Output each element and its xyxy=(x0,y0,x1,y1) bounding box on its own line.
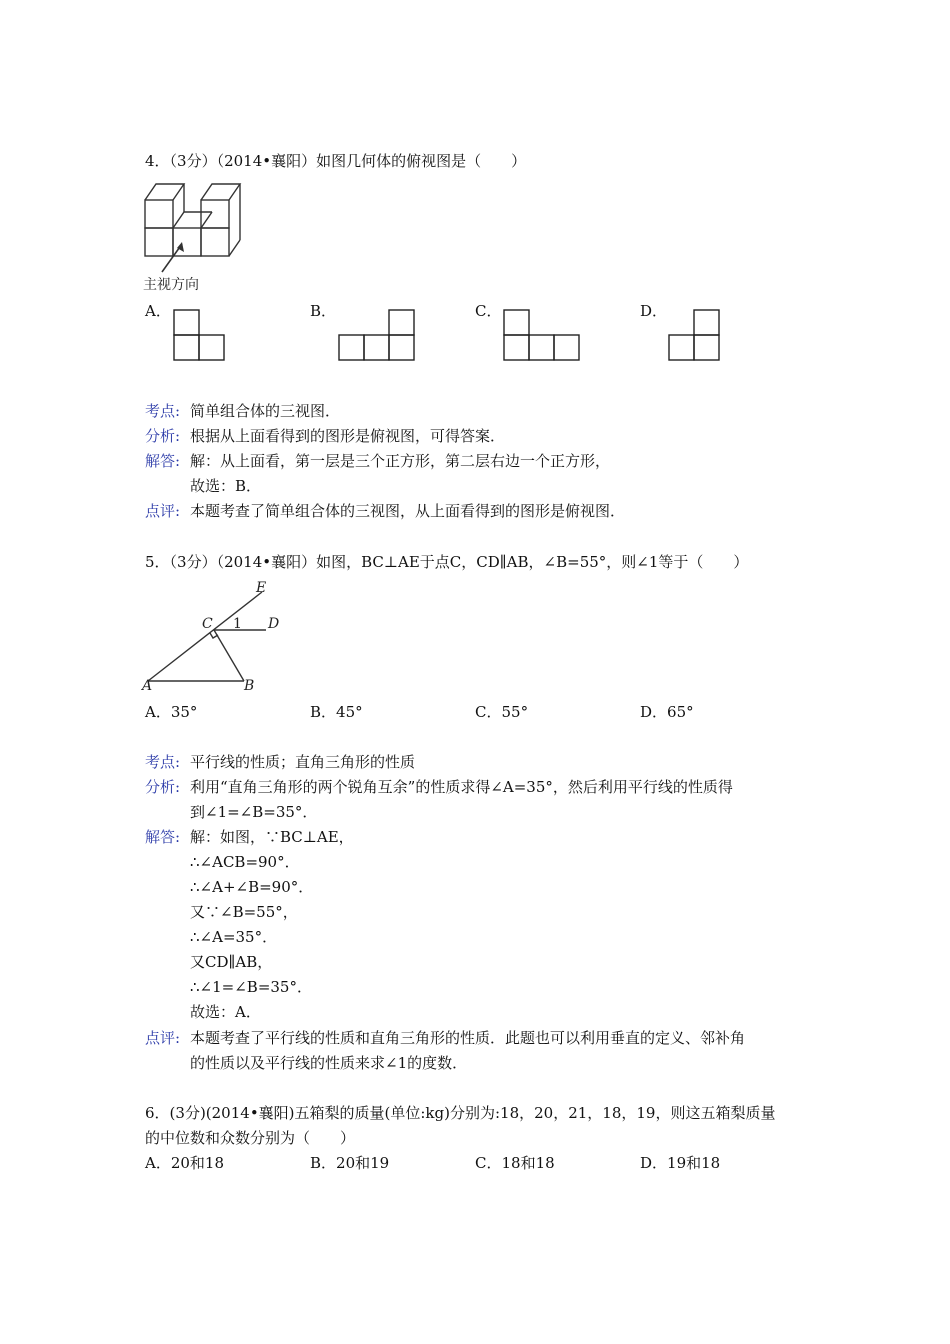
q5-kaodian-label: 考点: xyxy=(145,753,181,771)
q5-label-d: D xyxy=(268,616,280,632)
q5-jieda-line-5: ∴∠A=35°． xyxy=(190,928,278,946)
q5-jieda-line-1: 解：如图，∵BC⊥AE， xyxy=(190,828,354,846)
q5-label-c: C xyxy=(202,616,213,632)
q5-label-1: 1 xyxy=(233,616,242,632)
q4-figure-caption: 主视方向 xyxy=(143,277,199,293)
q4-option-b-figure xyxy=(337,308,422,364)
q4-solid-figure xyxy=(140,178,260,293)
q5-label-a: A xyxy=(142,678,153,694)
q5-label-b: B xyxy=(244,678,255,694)
q4-option-c-figure xyxy=(502,308,587,364)
q5-stem: 5．（3分）（2014•襄阳）如图，BC⊥AE于点C，CD∥AB，∠B=55°，则∠1等于（ ） xyxy=(145,553,749,571)
q4-option-b-label: B． xyxy=(310,302,337,320)
q4-kaodian-label: 考点: xyxy=(145,402,181,420)
q5-jieda-line-7: ∴∠1=∠B=35°． xyxy=(190,978,312,996)
q5-kaodian-text: 平行线的性质；直角三角形的性质 xyxy=(190,753,416,771)
q5-dianping-line-1: 本题考查了平行线的性质和直角三角形的性质．此题也可以利用垂直的定义、邻补角 xyxy=(190,1029,746,1047)
q6-option-d: D．19和18 xyxy=(640,1154,721,1172)
q5-option-d: D．65° xyxy=(640,703,694,721)
q4-option-c-label: C． xyxy=(475,302,502,320)
q6-option-c: C．18和18 xyxy=(475,1154,555,1172)
q5-option-b: B．45° xyxy=(310,703,363,721)
q4-dianping-text: 本题考查了简单组合体的三视图，从上面看得到的图形是俯视图． xyxy=(190,502,626,520)
q5-dianping-label: 点评: xyxy=(145,1029,181,1047)
q5-jieda-line-3: ∴∠A+∠B=90°． xyxy=(190,878,314,896)
q4-option-a-label: A． xyxy=(145,302,171,320)
q5-label-e: E xyxy=(256,580,267,596)
q4-option-d-label: D． xyxy=(640,302,668,320)
q4-fenxi-label: 分析: xyxy=(145,427,181,445)
q4-fenxi-text: 根据从上面看得到的图形是俯视图，可得答案． xyxy=(190,427,506,445)
q4-dianping-label: 点评: xyxy=(145,502,181,520)
q6-stem-line-1: 6．(3分)(2014•襄阳)五箱梨的质量(单位:kg)分别为:18，20，21，18，19，则这五箱梨质量 xyxy=(145,1104,776,1122)
q6-option-b: B．20和19 xyxy=(310,1154,390,1172)
q5-fenxi-label: 分析: xyxy=(145,778,181,796)
q5-triangle-figure xyxy=(140,578,290,693)
q5-jieda-line-8: 故选：A． xyxy=(190,1003,261,1021)
q4-jieda-label: 解答: xyxy=(145,452,181,470)
q6-option-a: A．20和18 xyxy=(145,1154,225,1172)
q5-jieda-line-4: 又∵∠B=55°， xyxy=(190,903,298,921)
q4-stem: 4．（3分）（2014•襄阳）如图几何体的俯视图是（ ） xyxy=(145,152,527,170)
q5-fenxi-line-2: 到∠1=∠B=35°． xyxy=(190,803,318,821)
q5-option-c: C．55° xyxy=(475,703,529,721)
q5-jieda-line-6: 又CD∥AB， xyxy=(190,953,273,971)
q4-jieda-line-2: 故选：B． xyxy=(190,477,262,495)
q5-jieda-line-2: ∴∠ACB=90°． xyxy=(190,853,300,871)
q5-option-a: A．35° xyxy=(145,703,198,721)
q6-stem-line-2: 的中位数和众数分别为（ ） xyxy=(145,1129,356,1147)
q5-fenxi-line-1: 利用“直角三角形的两个锐角互余”的性质求得∠A=35°，然后利用平行线的性质得 xyxy=(190,778,733,796)
q5-dianping-line-2: 的性质以及平行线的性质来求∠1的度数． xyxy=(190,1054,468,1072)
q4-kaodian-text: 简单组合体的三视图． xyxy=(190,402,341,420)
q4-jieda-line-1: 解：从上面看，第一层是三个正方形，第二层右边一个正方形， xyxy=(190,452,611,470)
q5-jieda-label: 解答: xyxy=(145,828,181,846)
q4-option-d-figure xyxy=(667,308,727,364)
q4-option-a-figure xyxy=(172,308,232,364)
